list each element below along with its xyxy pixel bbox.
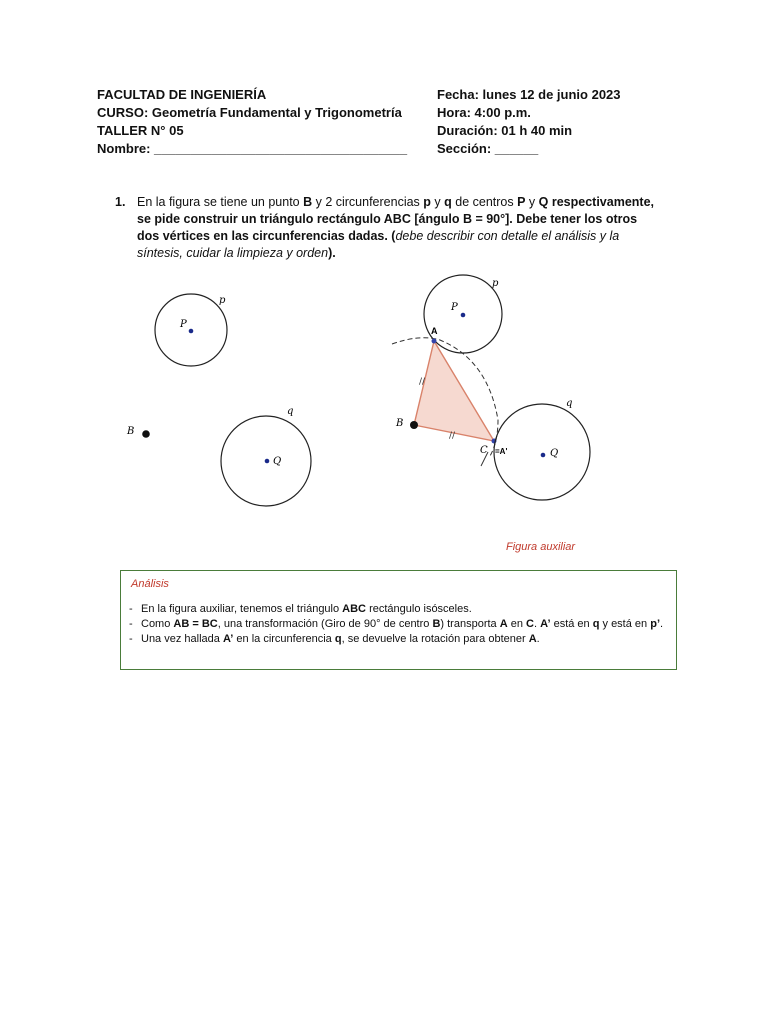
q-circle-p: p bbox=[423, 195, 431, 209]
bold-run: q bbox=[592, 618, 600, 630]
text-run: . bbox=[533, 618, 541, 630]
label-vertex-b: B bbox=[396, 418, 404, 429]
text-run: está en bbox=[550, 618, 593, 630]
q-text-b: y 2 circunferencias bbox=[312, 195, 424, 209]
bold-run: C bbox=[526, 618, 534, 630]
label-circle-q: q bbox=[287, 406, 294, 417]
course-label: CURSO: Geometría Fundamental y Trigonometría bbox=[97, 105, 402, 120]
q-text-c: y bbox=[430, 195, 445, 209]
text-run: , se devuelve la rotación para obtener bbox=[341, 633, 529, 645]
text-run: . bbox=[536, 633, 540, 645]
bold-run: A bbox=[528, 633, 537, 645]
center-q-dot bbox=[265, 459, 270, 464]
q-circle-q: q bbox=[444, 195, 452, 209]
bold-run: A’ bbox=[540, 618, 551, 630]
label-center-p: P bbox=[180, 319, 187, 330]
faculty-label: FACULTAD DE INGENIERÍA bbox=[97, 87, 267, 102]
text-run: , una transformación (Giro de 90° de centro bbox=[217, 618, 433, 630]
student-name-field[interactable]: Nombre: ___________________________________ bbox=[97, 141, 408, 156]
label-center-q: Q bbox=[273, 456, 282, 467]
list-dash: - bbox=[129, 633, 133, 645]
analysis-title: Análisis bbox=[131, 578, 169, 590]
vertex-a-dot bbox=[432, 339, 437, 344]
bold-run: AB = BC bbox=[173, 618, 218, 630]
q-center-p: P bbox=[517, 195, 526, 209]
label-circle-p: p bbox=[219, 295, 226, 306]
analysis-item bbox=[121, 602, 676, 617]
right-figure bbox=[392, 275, 590, 500]
list-dash: - bbox=[129, 603, 133, 615]
text-run: en bbox=[507, 618, 527, 630]
q-text-a: En la figura se tiene un punto bbox=[137, 195, 304, 209]
triangle-abc bbox=[414, 341, 494, 441]
question-1 bbox=[115, 194, 655, 262]
text-run: Una vez hallada bbox=[141, 633, 223, 645]
bold-run: B bbox=[432, 618, 441, 630]
q-italic-note: debe describir con detalle el análisis y la síntesis, cuidar la limpieza y orden bbox=[137, 229, 620, 260]
tick-ab: // bbox=[419, 377, 426, 387]
label-point-b: B bbox=[127, 426, 135, 437]
figure-caption: Figura auxiliar bbox=[506, 541, 576, 553]
list-dash: - bbox=[129, 618, 133, 630]
text-run: . bbox=[660, 618, 664, 630]
text-run: Como bbox=[141, 618, 174, 630]
q-text-f: respectivamente, se pide construir un triángulo rectángulo ABC [ángulo B = 90°]. Debe tener los otros dos vértices en las circunferencias dadas. ( bbox=[137, 195, 654, 243]
bold-run: A’ bbox=[222, 633, 234, 645]
bold-run: ABC bbox=[342, 603, 367, 615]
aux-label-circle-q: q bbox=[566, 398, 573, 409]
bold-run: A bbox=[499, 618, 508, 630]
aux-label-center-q: Q bbox=[550, 448, 559, 459]
aux-label-center-p: P bbox=[451, 302, 458, 313]
header-right bbox=[437, 86, 697, 158]
q-text-g: ). bbox=[328, 246, 336, 260]
label-vertex-a: A bbox=[431, 326, 438, 336]
section-field[interactable]: Sección: ______ bbox=[437, 141, 539, 156]
aux-center-p-dot bbox=[461, 313, 466, 318]
duration-label: Duración: 01 h 40 min bbox=[437, 123, 573, 138]
date-label: Fecha: lunes 12 de junio 2023 bbox=[437, 87, 621, 102]
geometry-figures bbox=[0, 270, 768, 540]
aux-label-circle-p: p bbox=[492, 278, 499, 289]
tick-bc: // bbox=[449, 431, 456, 441]
center-p-dot bbox=[189, 329, 194, 334]
q-center-q: Q bbox=[538, 195, 549, 209]
text-run: y está en bbox=[599, 618, 651, 630]
text-run: ) transporta bbox=[440, 618, 500, 630]
q-text-e: y bbox=[525, 195, 539, 209]
text-run: En la figura auxiliar, tenemos el triángulo bbox=[141, 603, 343, 615]
analysis-item bbox=[121, 632, 676, 647]
question-number: 1. bbox=[115, 195, 126, 209]
header-left bbox=[97, 86, 427, 158]
aux-center-q-dot bbox=[541, 453, 546, 458]
q-text-d: de centros bbox=[451, 195, 518, 209]
left-figure bbox=[126, 294, 311, 506]
analysis-list bbox=[121, 602, 676, 647]
workshop-label: TALLER N° 05 bbox=[97, 123, 184, 138]
q-point-b: B bbox=[303, 195, 313, 209]
text-run: rectángulo isósceles. bbox=[366, 603, 472, 615]
label-vertex-c: C bbox=[480, 445, 488, 456]
question-text bbox=[137, 194, 655, 262]
bold-run: p’ bbox=[650, 618, 660, 630]
bold-run: q bbox=[334, 633, 342, 645]
text-run: en la circunferencia bbox=[233, 633, 335, 645]
label-a-prime: =A' bbox=[495, 447, 508, 456]
point-b bbox=[142, 430, 150, 438]
analysis-box bbox=[120, 570, 677, 670]
vertex-b-dot bbox=[410, 421, 418, 429]
aux-circle-q bbox=[494, 404, 590, 500]
time-label: Hora: 4:00 p.m. bbox=[437, 105, 531, 120]
analysis-item bbox=[121, 617, 676, 632]
